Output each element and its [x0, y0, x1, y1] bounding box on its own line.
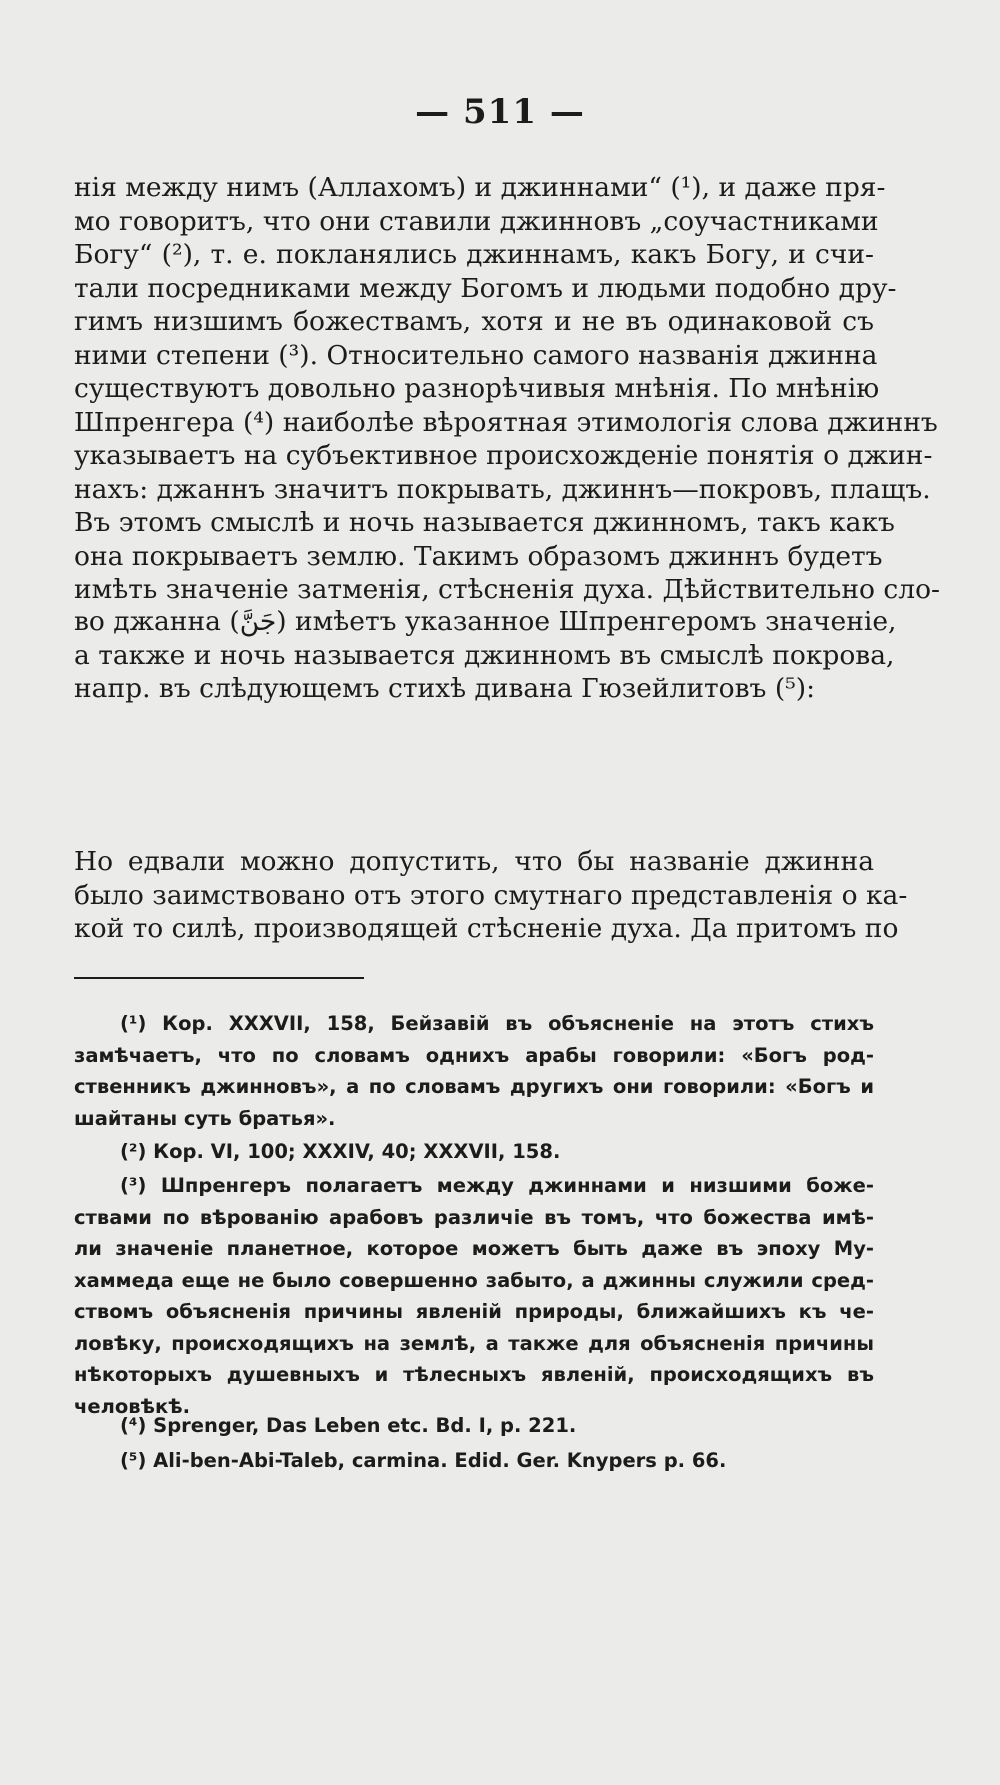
text-line: во джанна (جَنَّ) имѣетъ указанное Шпренгеромъ значеніе, — [74, 606, 897, 637]
footnote-line: ствами по вѣрованію арабовъ различіе въ томъ, что божества имѣ- — [74, 1205, 874, 1229]
text-line: Но едвали можно допустить, что бы названіе джинна — [74, 846, 874, 877]
text-line: а также и ночь называется джинномъ въ смыслѣ покрова, — [74, 639, 895, 671]
footnote-line: человѣкѣ. — [74, 1394, 190, 1418]
footnote-line: нѣкоторыхъ душевныхъ и тѣлесныхъ явленій, происходящихъ въ — [74, 1363, 874, 1386]
footnote-5 — [74, 1445, 874, 1477]
footnote-line: (⁵) Ali-ben-Abi-Taleb, carmina. Edid. Ger. Knypers p. 66. — [120, 1449, 727, 1472]
text-line: мо говоритъ, что они ставили джинновъ „соучастниками — [74, 205, 879, 237]
footnote-line: хаммеда еще не было совершенно забыто, а джинны служили сред- — [74, 1268, 874, 1292]
footnote-1 — [74, 1008, 874, 1134]
text-line: ними степени (³). Относительно самого названія джинна — [74, 339, 878, 371]
text-line: тали посредниками между Богомъ и людьми подобно дру- — [74, 272, 897, 304]
main-text-block — [74, 605, 897, 706]
text-line: нія между нимъ (Аллахомъ) и джиннами“ (¹), и даже пря- — [74, 172, 886, 203]
footnote-divider — [74, 977, 364, 979]
footnote-4 — [74, 1410, 874, 1442]
text-line: кой то силѣ, производящей стѣсненіе духа. Да притомъ по — [74, 913, 899, 944]
text-line: напр. въ слѣдующемъ стихѣ дивана Гюзейлитовъ (⁵): — [74, 673, 816, 704]
footnote-line: (⁴) Sprenger, Das Leben etc. Bd. I, p. 221. — [120, 1414, 577, 1437]
footnote-line: (¹) Кор. XXXVII, 158, Бейзавій въ объясненіе на этотъ стихъ — [120, 1012, 874, 1035]
footnote-3 — [74, 1170, 874, 1422]
footnote-2 — [74, 1136, 874, 1168]
footnote-line: (²) Кор. VI, 100; XXXIV, 40; XXXVII, 158. — [120, 1140, 561, 1163]
main-text-block — [74, 171, 940, 607]
text-line: существуютъ довольно разнорѣчивыя мнѣнія. По мнѣнію — [74, 373, 880, 404]
footnote-line: ствомъ объясненія причины явленій природы, ближайшихъ къ че- — [74, 1300, 874, 1323]
text-line: гимъ низшимъ божествамъ, хотя и не въ одинаковой съ — [74, 306, 874, 337]
text-line: Въ этомъ смыслѣ и ночь называется джинномъ, такъ какъ — [74, 507, 895, 538]
footnote-line: ственникъ джинновъ», а по словамъ другихъ они говорили: «Богъ и — [74, 1075, 874, 1098]
main-text-block — [74, 845, 908, 946]
text-line: было заимствовано отъ этого смутнаго представленія о ка- — [74, 879, 908, 911]
footnote-line: шайтаны суть братья». — [74, 1106, 336, 1130]
text-line: Богу“ (²), т. е. покланялись джиннамъ, какъ Богу, и счи- — [74, 239, 874, 270]
footnote-line: замѣчаетъ, что по словамъ однихъ арабы говорили: «Богъ род- — [74, 1043, 874, 1067]
text-line: имѣть значеніе затменія, стѣсненія духа. Дѣйствительно сло- — [74, 574, 940, 605]
text-line: она покрываетъ землю. Такимъ образомъ джиннъ будетъ — [74, 540, 883, 572]
text-line: нахъ: джаннъ значитъ покрывать, джиннъ—покровъ, плащъ. — [74, 473, 931, 505]
footnote-line: ли значеніе планетное, которое можетъ быть даже въ эпоху Му- — [74, 1237, 874, 1260]
text-line: Шпренгера (⁴) наиболѣе вѣроятная этимологія слова джиннъ — [74, 406, 938, 438]
text-line: указываетъ на субъективное происхожденіе понятія о джин- — [74, 440, 933, 471]
page-number: — 511 — — [415, 92, 585, 132]
footnote-line: ловѣку, происходящихъ на землѣ, а также для объясненія причины — [74, 1331, 874, 1355]
footnote-line: (³) Шпренгеръ полагаетъ между джиннами и низшими боже- — [120, 1174, 874, 1197]
